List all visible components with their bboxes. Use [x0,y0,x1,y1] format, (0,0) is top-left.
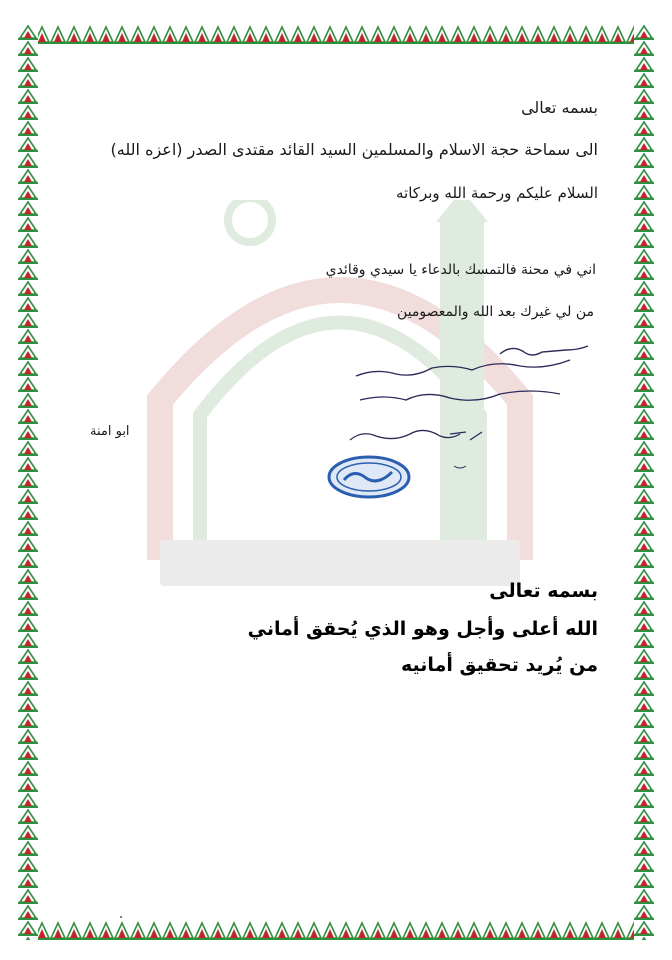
letter-body-line: اني في محنة فالتمسك بالدعاء يا سيدي وقائدي [325,262,596,278]
decorative-border-bottom [18,920,654,940]
letter-body-line: من لي غيرك بعد الله والمعصومين [397,304,594,320]
decorative-border-top [18,24,654,44]
reply-line: من يُريد تحقيق أمانيه [401,654,598,676]
seal-stamp [326,454,412,500]
decorative-border-left [18,24,38,940]
reply-heading: بسمه تعالى [489,580,598,602]
letter-signature-name: ابو امنة [90,424,130,439]
reply-line: الله أعلى وأجل وهو الذي يُحقق أماني [247,618,598,640]
letter-salutation: بسمه تعالى [521,98,598,117]
letter-greeting: السلام عليكم ورحمة الله وبركاته [396,184,598,202]
letter-addressee: الى سماحة حجة الاسلام والمسلمين السيد القائد مقتدى الصدر (اعزه الله) [110,140,598,159]
speck-mark [120,916,122,918]
decorative-border-right [634,24,654,940]
